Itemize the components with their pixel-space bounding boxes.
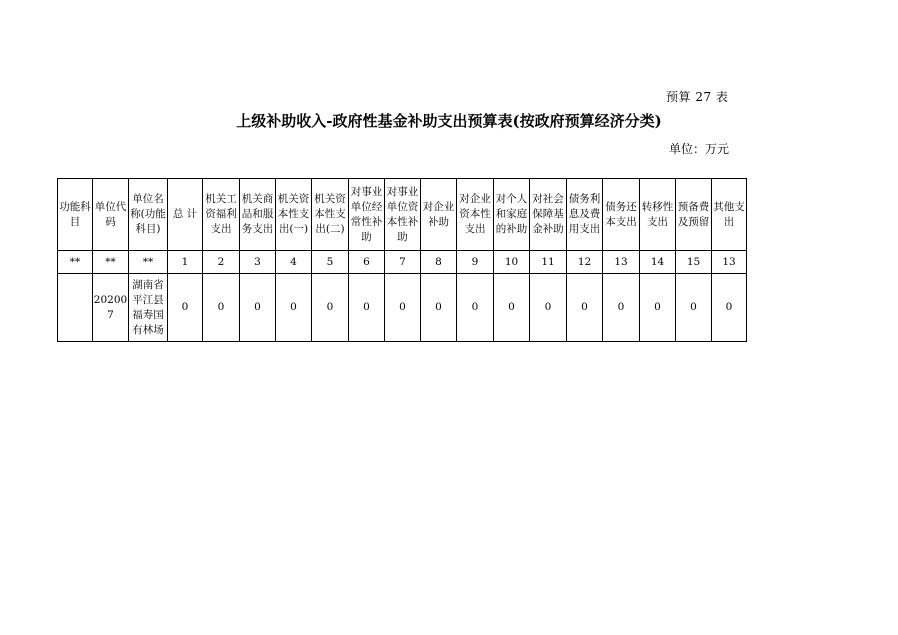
form-number: 预算 27 表 [666,90,729,104]
table-row [58,274,747,342]
column-header: 对企业补助 [421,179,457,251]
table-cell: 202007 [93,274,129,342]
index-cell: 5 [312,251,349,274]
header-row [58,179,747,251]
table-cell: 0 [312,274,349,342]
table-cell: 0 [240,274,276,342]
index-cell: 9 [457,251,494,274]
column-header: 单位名称(功能科目) [129,179,168,251]
index-cell: 13 [603,251,640,274]
index-cell: ** [58,251,93,274]
table-cell: 0 [640,274,676,342]
index-cell: 14 [640,251,676,274]
index-cell: 4 [276,251,312,274]
column-header: 对社会保障基金补助 [530,179,567,251]
column-header: 对事业单位资本性补助 [385,179,421,251]
index-cell: 13 [712,251,747,274]
table-cell: 0 [676,274,712,342]
table-cell: 0 [530,274,567,342]
column-header: 债务还本支出 [603,179,640,251]
column-header: 对企业资本性支出 [457,179,494,251]
budget-table [57,178,747,342]
table-cell: 0 [457,274,494,342]
column-header: 对事业单位经常性补助 [349,179,385,251]
index-cell: 6 [349,251,385,274]
column-header: 单位代码 [93,179,129,251]
unit-label: 单位：万元 [669,142,730,156]
table-cell: 0 [203,274,240,342]
column-header: 债务利息及费用支出 [567,179,603,251]
column-header: 总 计 [168,179,203,251]
table-cell: 0 [421,274,457,342]
table-cell: 0 [385,274,421,342]
table-cell: 0 [567,274,603,342]
index-cell: 1 [168,251,203,274]
column-header: 转移性支出 [640,179,676,251]
column-header: 机关资本性支出(一) [276,179,312,251]
table-cell: 0 [276,274,312,342]
column-header: 机关工资福利支出 [203,179,240,251]
table-cell: 0 [494,274,530,342]
index-cell: 15 [676,251,712,274]
index-cell: 3 [240,251,276,274]
column-header: 对个人和家庭的补助 [494,179,530,251]
table-cell: 0 [349,274,385,342]
index-cell: 10 [494,251,530,274]
table-cell: 0 [603,274,640,342]
column-header: 预备费及预留 [676,179,712,251]
column-header: 机关资本性支出(二) [312,179,349,251]
index-cell: 11 [530,251,567,274]
index-cell: ** [129,251,168,274]
table-cell: 0 [712,274,747,342]
index-cell: 7 [385,251,421,274]
page-title: 上级补助收入-政府性基金补助支出预算表(按政府预算经济分类) [236,112,662,130]
column-header: 机关商品和服务支出 [240,179,276,251]
table-cell: 0 [168,274,203,342]
data-rows [58,274,747,342]
index-row [58,251,747,274]
table-cell [58,274,93,342]
index-cell: 2 [203,251,240,274]
index-cell: 12 [567,251,603,274]
index-cell: 8 [421,251,457,274]
table-cell: 湖南省平江县福寿国有林场 [129,274,168,342]
index-cell: ** [93,251,129,274]
column-header: 其他支出 [712,179,747,251]
column-header: 功能科目 [58,179,93,251]
